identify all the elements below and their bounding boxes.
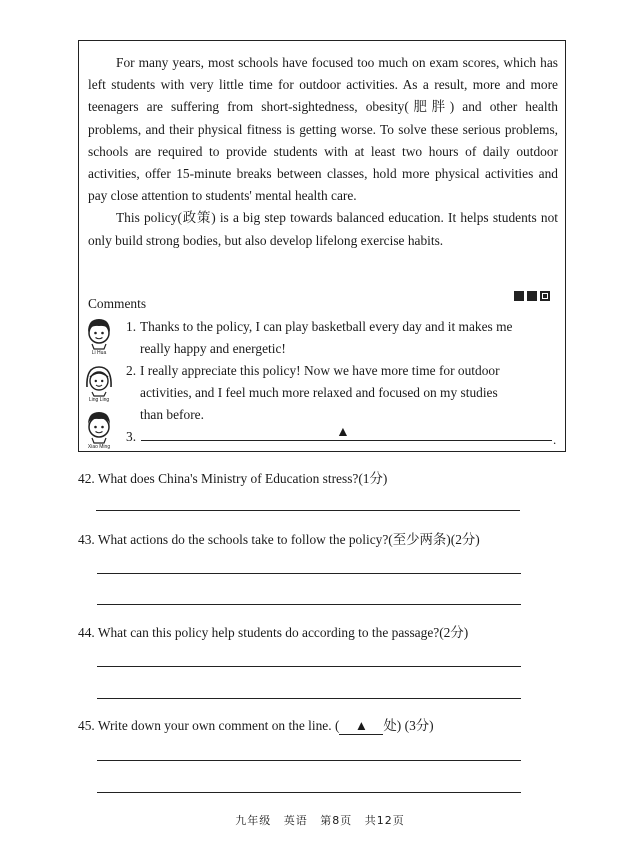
- comment-text: activities, and I feel much more relaxed and focused on my studies: [140, 385, 498, 401]
- comment-text: I really appreciate this policy! Now we have more time for outdoor: [140, 363, 500, 378]
- blank-marker-triangle-icon: ▲: [336, 425, 350, 440]
- footer-page: 第8页: [320, 814, 353, 827]
- question-45-text: 45. Write down your own comment on the line. (: [78, 718, 340, 733]
- blank-marker-triangle-icon: ▲: [339, 718, 383, 735]
- comments-title: Comments: [88, 296, 147, 311]
- comment-number: 3.: [126, 429, 137, 444]
- question-43: 43. What actions do the schools take to follow the policy?(至少两条)(2分): [78, 532, 480, 547]
- boy-avatar-icon: [82, 316, 116, 350]
- answer-line-44-b[interactable]: [97, 698, 521, 699]
- question-42: 42. What does China's Ministry of Education stress?(1分): [78, 471, 388, 486]
- footer-subject: 英语: [283, 814, 308, 827]
- avatar-name: Xiao Ming: [87, 444, 111, 450]
- comment-number: 1.: [126, 319, 137, 334]
- avatar-name: Ling Ling: [88, 397, 110, 403]
- comment-number: 2.: [126, 363, 137, 378]
- square-icon: [527, 291, 537, 301]
- avatar-li-hua: [82, 316, 116, 360]
- square-icon: [540, 291, 550, 301]
- passage-paragraph-2: This policy(政策) is a big step towards balanced education. It helps students not only build strong bodies, but also develop lifelong exercise habits.: [88, 210, 558, 248]
- passage-paragraph-1: For many years, most schools have focused too much on exam scores, which has left students with very little time for outdoor activities. As a result, more and more teenagers are suffering from short-sightedness, obesity(肥胖) and other health problems, and their physical fitness is getting worse. To solve these serious problems, schools are required to provide students with at least two hours of daily outdoor activities, offer 15-minute breaks between classes, hold more physical activities and pay close attention to students' mental health care.: [88, 55, 558, 204]
- answer-line-42[interactable]: [96, 510, 520, 511]
- boy-avatar-icon: [82, 410, 116, 444]
- comment-text: than before.: [140, 407, 204, 423]
- comment-text: Thanks to the policy, I can play basketball every day and it makes me: [140, 319, 513, 334]
- page-footer: [0, 812, 640, 828]
- comment-2: [126, 360, 558, 427]
- answer-line-44-a[interactable]: [97, 666, 521, 667]
- square-icon: [514, 291, 524, 301]
- avatar-name: Li Hua: [91, 350, 107, 356]
- section-marker: [514, 291, 550, 301]
- question-45: [78, 715, 434, 735]
- answer-line-45-b[interactable]: [97, 792, 521, 793]
- answer-line-45-a[interactable]: [97, 760, 521, 761]
- girl-avatar-icon: [82, 363, 116, 397]
- footer-total: 共12页: [364, 814, 405, 827]
- question-44: 44. What can this policy help students do according to the passage?(2分): [78, 625, 469, 640]
- comment-1: [126, 316, 558, 360]
- answer-line-43-b[interactable]: [97, 604, 521, 605]
- answer-line-43-a[interactable]: [97, 573, 521, 574]
- comment-3-period: .: [553, 432, 557, 447]
- avatar-xiao-ming: [82, 410, 116, 454]
- comment-text: really happy and energetic!: [140, 341, 286, 357]
- question-45-tail: 处) (3分): [383, 718, 434, 733]
- footer-grade: 九年级: [235, 814, 272, 827]
- avatar-ling-ling: [82, 363, 116, 407]
- passage: [88, 52, 558, 252]
